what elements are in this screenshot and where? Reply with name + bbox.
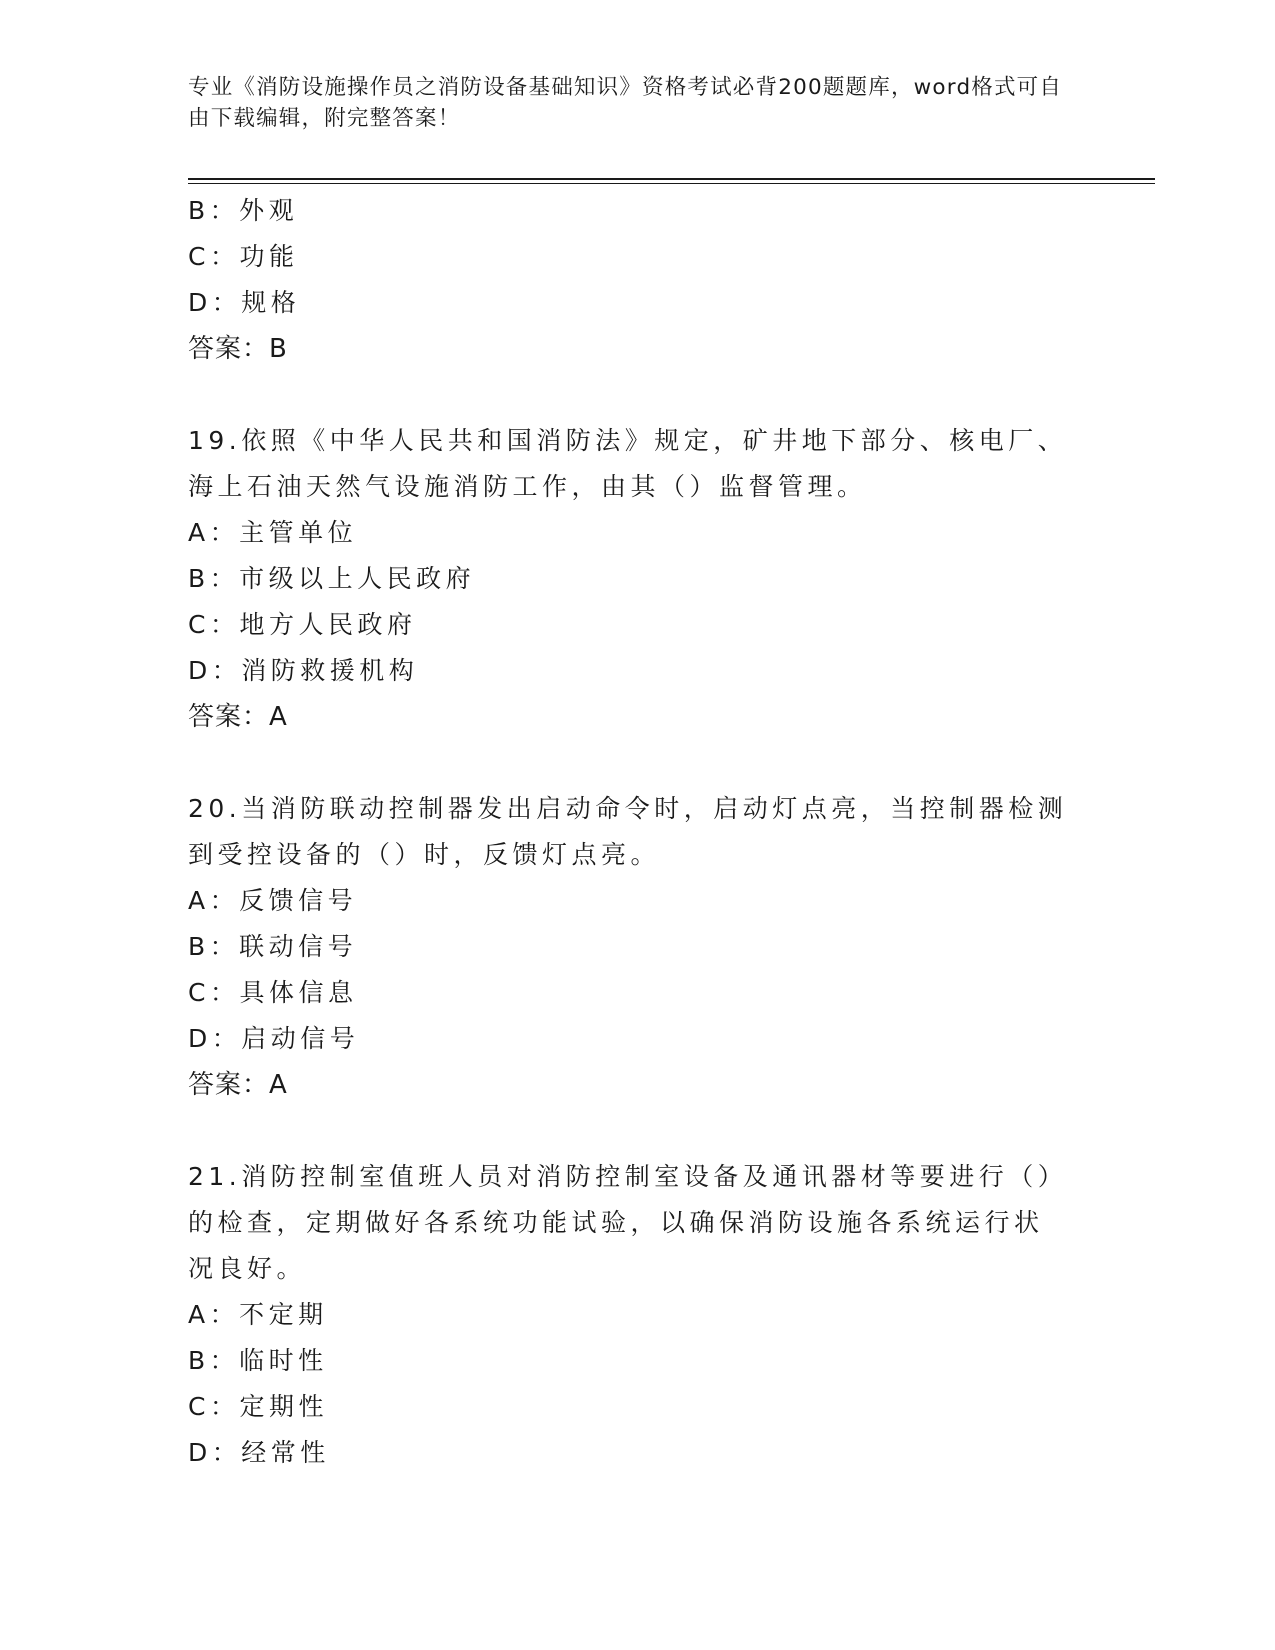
question-18-tail bbox=[188, 188, 1088, 372]
option-d: D：规格 bbox=[188, 288, 301, 317]
option-d: D：经常性 bbox=[188, 1438, 330, 1467]
answer-line: 答案：A bbox=[188, 702, 288, 732]
option-c: C：具体信息 bbox=[188, 978, 358, 1007]
question-stem: 19.依照《中华人民共和国消防法》规定，矿井地下部分、核电厂、海上石油天然气设施消防工作，由其（）监督管理。 bbox=[188, 426, 1068, 501]
option-d: D：消防救援机构 bbox=[188, 656, 419, 685]
option-a: A：主管单位 bbox=[188, 518, 358, 547]
header-divider-thick bbox=[188, 178, 1155, 180]
question-21 bbox=[188, 1154, 1088, 1476]
option-a: A：不定期 bbox=[188, 1300, 328, 1329]
document-header: 专业《消防设施操作员之消防设备基础知识》资格考试必背200题题库，word格式可自由下载编辑，附完整答案！ bbox=[188, 75, 1063, 131]
spacer bbox=[188, 740, 1088, 786]
option-d: D：启动信号 bbox=[188, 1024, 360, 1053]
option-c: C：定期性 bbox=[188, 1392, 328, 1421]
option-b: B：临时性 bbox=[188, 1346, 328, 1375]
question-stem: 20.当消防联动控制器发出启动命令时，启动灯点亮，当控制器检测到受控设备的（）时，反馈灯点亮。 bbox=[188, 794, 1068, 869]
question-list bbox=[188, 188, 1088, 1476]
spacer bbox=[188, 372, 1088, 418]
question-19 bbox=[188, 418, 1088, 740]
question-stem: 21.消防控制室值班人员对消防控制室设备及通讯器材等要进行（）的检查，定期做好各系统功能试验，以确保消防设施各系统运行状况良好。 bbox=[188, 1162, 1068, 1283]
question-20 bbox=[188, 786, 1088, 1108]
header-divider-thin bbox=[188, 183, 1155, 184]
option-b: B：联动信号 bbox=[188, 932, 358, 961]
answer-line: 答案：A bbox=[188, 1070, 288, 1100]
option-b: B：外观 bbox=[188, 196, 299, 225]
option-c: C：功能 bbox=[188, 242, 299, 271]
option-c: C：地方人民政府 bbox=[188, 610, 417, 639]
answer-line: 答案：B bbox=[188, 334, 288, 364]
option-b: B：市级以上人民政府 bbox=[188, 564, 476, 593]
spacer bbox=[188, 1108, 1088, 1154]
option-a: A：反馈信号 bbox=[188, 886, 358, 915]
